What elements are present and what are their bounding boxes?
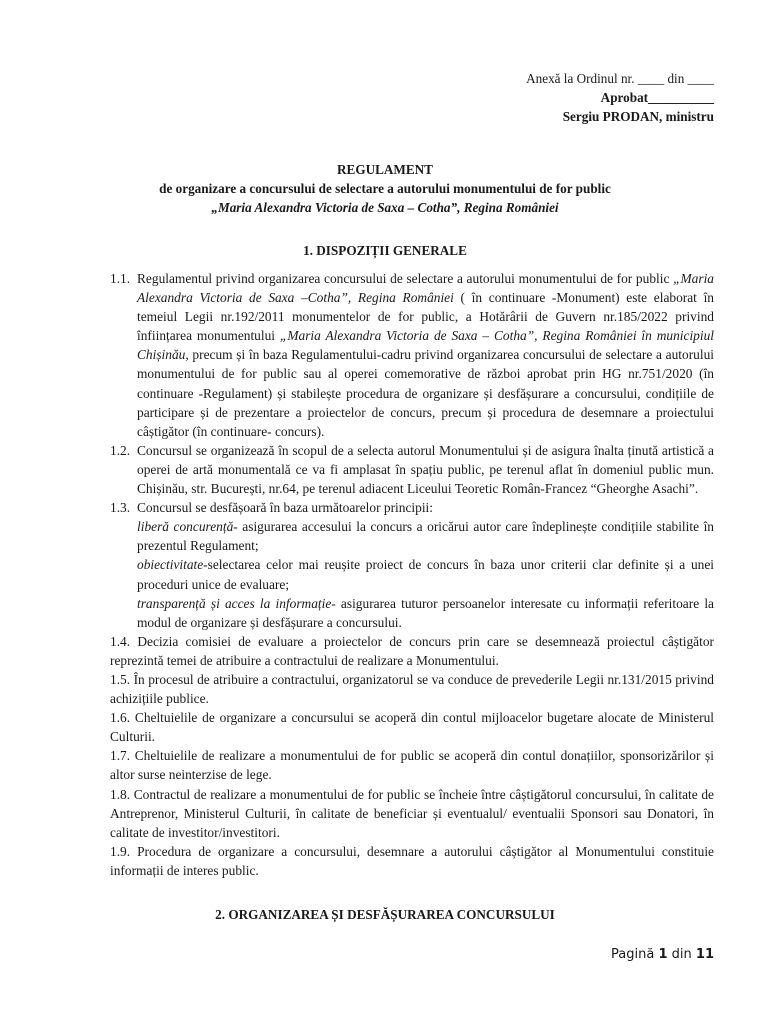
anexa-line: Anexă la Ordinul nr. ____ din ____ xyxy=(526,71,714,86)
principle-text: asigurarea accesului la concurs a oricărui autor care îndeplinește condițiile stabilite în prezentul Regulament; xyxy=(137,519,714,554)
aprobat-line: Aprobat__________ xyxy=(600,90,714,105)
title-subtitle: de organizare a concursului de selectare a autorului monumentului de for public xyxy=(159,181,611,196)
current-page-number: 1 xyxy=(658,947,668,962)
principle-text: selectarea celor mai reușite proiect de concurs în baza unor criterii clar definite și a unei proceduri unice de evaluare; xyxy=(137,557,714,592)
principle-term: transparență și acces la informație- xyxy=(137,595,336,611)
clause-1-9: 1.9. Procedura de organizare a concursului, desemnare a autorului câștigător al Monumentului constituie informații de interes public. xyxy=(110,843,714,878)
clause-number: 1.1. xyxy=(110,271,131,286)
clause-1-1 xyxy=(110,269,714,441)
clause-1-4: 1.4. Decizia comisiei de evaluare a proiectelor de concurs prin care se desemnează proiectul câștigător reprezintă temei de atribuire a contractului de realizare a Monumentului. xyxy=(110,633,714,668)
minister-signature-line: Sergiu PRODAN, ministru xyxy=(562,109,714,124)
clause-1-6: 1.6. Cheltuielile de organizare a concursului se acoperă din contul mijloacelor bugetare alocate de Ministerul Culturii. xyxy=(110,710,714,745)
clause-italic: „Maria Alexandra Victoria de Saxa –Cotha”, Regina României xyxy=(137,271,714,306)
clause-1-5: 1.5. În procesul de atribuire a contractului, organizatorul se va conduce de prevederile Legii nr.131/2015 privind achizițiile publice. xyxy=(110,671,714,707)
title-monument-name: „Maria Alexandra Victoria de Saxa – Cotha”, Regina României xyxy=(211,200,559,215)
clause-text: ( în continuare -Monument) este elaborat în temeiul Legii nr.192/2011 monumentelor de for public, a Hotărârii de Guvern nr.185/2022 privind înființarea monumentului xyxy=(137,290,714,344)
principle-free-competition xyxy=(137,517,714,555)
approval-header xyxy=(526,69,714,126)
clause-italic: „Maria Alexandra Victoria de Saxa – Cotha”, Regina României în municipiul Chișinău xyxy=(137,328,715,363)
page-footer xyxy=(611,947,714,962)
principle-term: liberă concurență- xyxy=(137,519,238,535)
clause-text: , precum și în baza Regulamentului-cadru privind organizarea concursului de selectare a autorului monumentului de for public sau al operei comemorative de război aprobat prin HG nr.751/2020 (în continuare -Regulament) și stabilește procedura de organizare și desfășurare a concursului, condițiile de participare și de prezentare a proiectelor de concurs, precum și procedura de desemnare a proiectului câștigător (în continuare- concurs). xyxy=(137,347,714,439)
total-pages-number: 11 xyxy=(695,947,714,962)
page-label: Pagină xyxy=(611,947,655,962)
document-title xyxy=(60,160,710,217)
clause-number: 1.3. xyxy=(110,500,131,516)
clause-1-7: 1.7. Cheltuielile de realizare a monumentului de for public se acoperă din contul donațiilor, sponsorizărilor și altor surse neinterzise de lege. xyxy=(110,748,714,783)
clause-text: Concursul se organizează în scopul de a selecta autorul Monumentului și de asigura înalta ținută artistică a operei de artă monumentală ce va fi amplasat în spațiu public, pe terenul aflat în domeniul public mun. Chișinău, str. București, nr.64, pe terenul adiacent Liceului Teoretic Român-Francez “Gheorghe Asachi”. xyxy=(137,442,714,497)
clause-intro: Concursul se desfășoară în baza următoarelor principii: xyxy=(137,500,433,516)
principle-objectivity xyxy=(137,555,714,593)
section-2-heading: 2. ORGANIZAREA ȘI DESFĂȘURAREA CONCURSULUI xyxy=(215,907,555,922)
principle-text: asigurarea tuturor persoanelor interesate cu informații referitoare la modul de organizare și desfășurare a concursului. xyxy=(137,595,714,630)
principle-transparency xyxy=(137,594,714,632)
clause-1-2 xyxy=(110,441,714,498)
section-1-heading: 1. DISPOZIȚII GENERALE xyxy=(303,243,467,258)
principle-term: obiectivitate- xyxy=(137,557,208,573)
document-body xyxy=(110,269,714,880)
clause-1-8: 1.8. Contractul de realizare a monumentului de for public se încheie între câștigătorul concursului, în calitate de Antreprenor, Ministerul Culturii, în calitate de beneficiar și eventualul/ eventualii Sponsori sau Donatori, în calitate de investitor/investitori. xyxy=(110,786,714,840)
clause-text: Regulamentul privind organizarea concursului de selectare a autorului monumentului de for public xyxy=(137,271,674,286)
clause-1-3 xyxy=(110,498,714,632)
clause-number: 1.2. xyxy=(110,442,131,458)
page-of-label: din xyxy=(671,947,692,962)
title-main: REGULAMENT xyxy=(337,162,433,177)
